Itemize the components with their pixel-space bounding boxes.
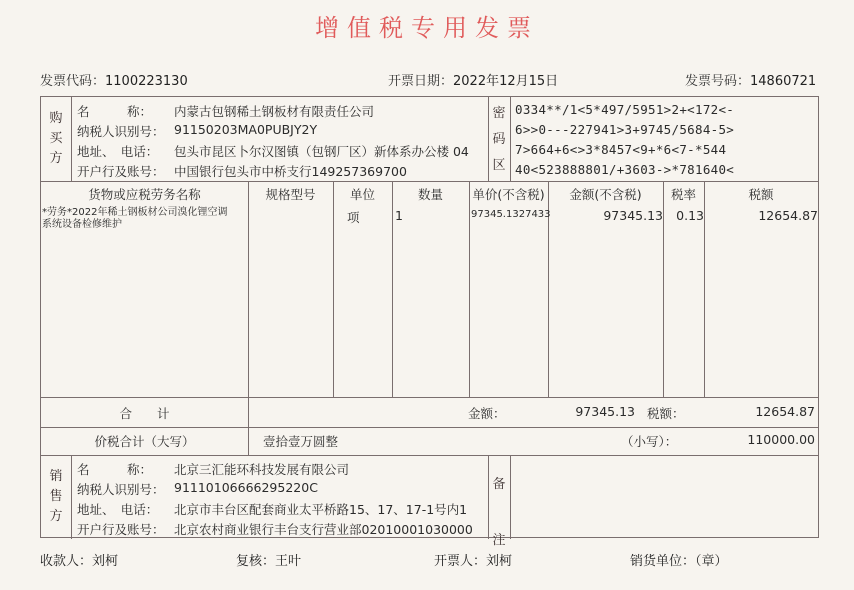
buyer-address-label: 地址、 电话： (77, 144, 159, 159)
payee-label: 收款人： (40, 554, 93, 569)
header-amount: 金额(不含税) (569, 187, 642, 202)
item-amount: 97345.13 (603, 208, 663, 223)
invoice-code (40, 70, 188, 89)
divider (41, 181, 818, 182)
seller-name-value: 北京三汇能环科技发展有限公司 (174, 462, 350, 477)
invoice-number (685, 70, 816, 89)
divider (41, 427, 818, 428)
seller-bank-label: 开户行及账号： (77, 522, 165, 537)
seller-section-text: 销售方 (49, 469, 63, 524)
buyer-tax-id-value: 91150203MA0PUBJY2Y (174, 122, 318, 137)
buyer-section-label (41, 109, 71, 169)
item-unit: 项 (347, 210, 360, 225)
item-name-line2: 系统设备检修维护 (42, 219, 122, 230)
reviewer-label: 复核： (236, 554, 276, 569)
divider (510, 455, 511, 539)
totals-tax-label: 税额： (647, 406, 685, 421)
grand-total-label: 价税合计（大写） (94, 434, 195, 449)
invoice-number-label: 发票号码： (685, 74, 751, 89)
divider (392, 181, 393, 397)
divider (71, 97, 72, 181)
invoice-number-value: 14860721 (750, 74, 817, 89)
divider (510, 97, 511, 181)
item-price: 97345.1327433 (471, 209, 551, 220)
invoice-title: 增值税专用发票 (315, 14, 539, 42)
invoice-code-label: 发票代码： (40, 74, 106, 89)
header-item-name: 货物或应税劳务名称 (88, 187, 201, 202)
header-qty: 数量 (417, 187, 443, 202)
totals-amount-value: 97345.13 (575, 404, 635, 419)
footer-reviewer (236, 550, 301, 569)
header-price: 单价(不含税) (472, 187, 545, 202)
footer-seller-seal: 销货单位：（章） (630, 554, 728, 569)
item-name-line1: *劳务*2022年稀土钢板材公司溴化锂空调 (42, 207, 228, 218)
seller-bank-value: 北京农村商业银行丰台支行营业部02010001030000 (174, 522, 473, 537)
divider (41, 455, 818, 456)
cipher-section-label (488, 101, 510, 179)
seller-address-label: 地址、 电话： (77, 502, 159, 517)
grand-total-small-label: （小写）： (621, 434, 678, 449)
buyer-tax-id-label: 纳税人识别号： (77, 124, 165, 139)
cipher-section-text: 密码区 (492, 106, 506, 173)
drawer-value: 刘柯 (486, 554, 513, 569)
seller-section-label (41, 467, 71, 527)
buyer-bank-value: 中国银行包头市中桥支行149257369700 (174, 164, 407, 179)
divider (71, 455, 72, 539)
invoice-date-value: 2022年12月15日 (453, 74, 559, 89)
buyer-name-value: 内蒙古包钢稀土钢板材有限责任公司 (174, 104, 375, 119)
item-tax: 12654.87 (758, 208, 818, 223)
header-rate: 税率 (670, 187, 696, 202)
totals-amount-label: 金额： (468, 406, 506, 421)
seller-tax-id-label: 纳税人识别号： (77, 482, 165, 497)
cipher-line: 6>>0---227941>3+9745/5684-5> (515, 122, 735, 137)
buyer-address-value: 包头市昆区卜尔汉图镇（包钢厂区）新体系办公楼 04 (174, 144, 469, 159)
header-spec: 规格型号 (265, 187, 316, 202)
invoice-date-label: 开票日期： (388, 74, 454, 89)
cipher-line: 40<523888801/+3603->*781640< (515, 162, 735, 177)
header-tax: 税额 (748, 187, 774, 202)
divider (41, 397, 818, 398)
footer-drawer (434, 550, 512, 569)
grand-total-small-value: 110000.00 (747, 432, 815, 447)
item-qty: 1 (395, 208, 403, 223)
invoice-date (388, 70, 558, 89)
item-rate: 0.13 (676, 208, 704, 223)
invoice-table (40, 96, 819, 548)
reviewer-value: 王叶 (275, 554, 302, 569)
divider (248, 397, 249, 455)
cipher-line: 7>664+6<>3*8457<9+*6<7-*544 (515, 142, 727, 157)
seller-tax-id-value: 91110106666295220C (174, 480, 318, 495)
buyer-name-label: 名 称： (77, 104, 153, 119)
seller-address-value: 北京市丰台区配套商业太平桥路15、17、17-1号内1 (174, 502, 468, 517)
grand-total-words: 壹拾壹万圆整 (263, 434, 339, 449)
drawer-label: 开票人： (434, 554, 487, 569)
invoice-code-value: 1100223130 (105, 74, 188, 89)
divider (469, 181, 470, 397)
cipher-line: 0334**/1<5*497/5951>2+<172<- (515, 102, 735, 117)
divider (333, 181, 334, 397)
buyer-section-text: 购买方 (49, 111, 63, 166)
divider (248, 181, 249, 397)
buyer-bank-label: 开户行及账号： (77, 164, 165, 179)
totals-tax-value: 12654.87 (755, 404, 815, 419)
totals-label: 合 计 (119, 406, 170, 421)
footer-payee (40, 550, 118, 569)
remarks-section-text: 备注 (492, 477, 506, 548)
payee-value: 刘柯 (92, 554, 119, 569)
seller-name-label: 名 称： (77, 462, 153, 477)
header-unit: 单位 (349, 187, 375, 202)
